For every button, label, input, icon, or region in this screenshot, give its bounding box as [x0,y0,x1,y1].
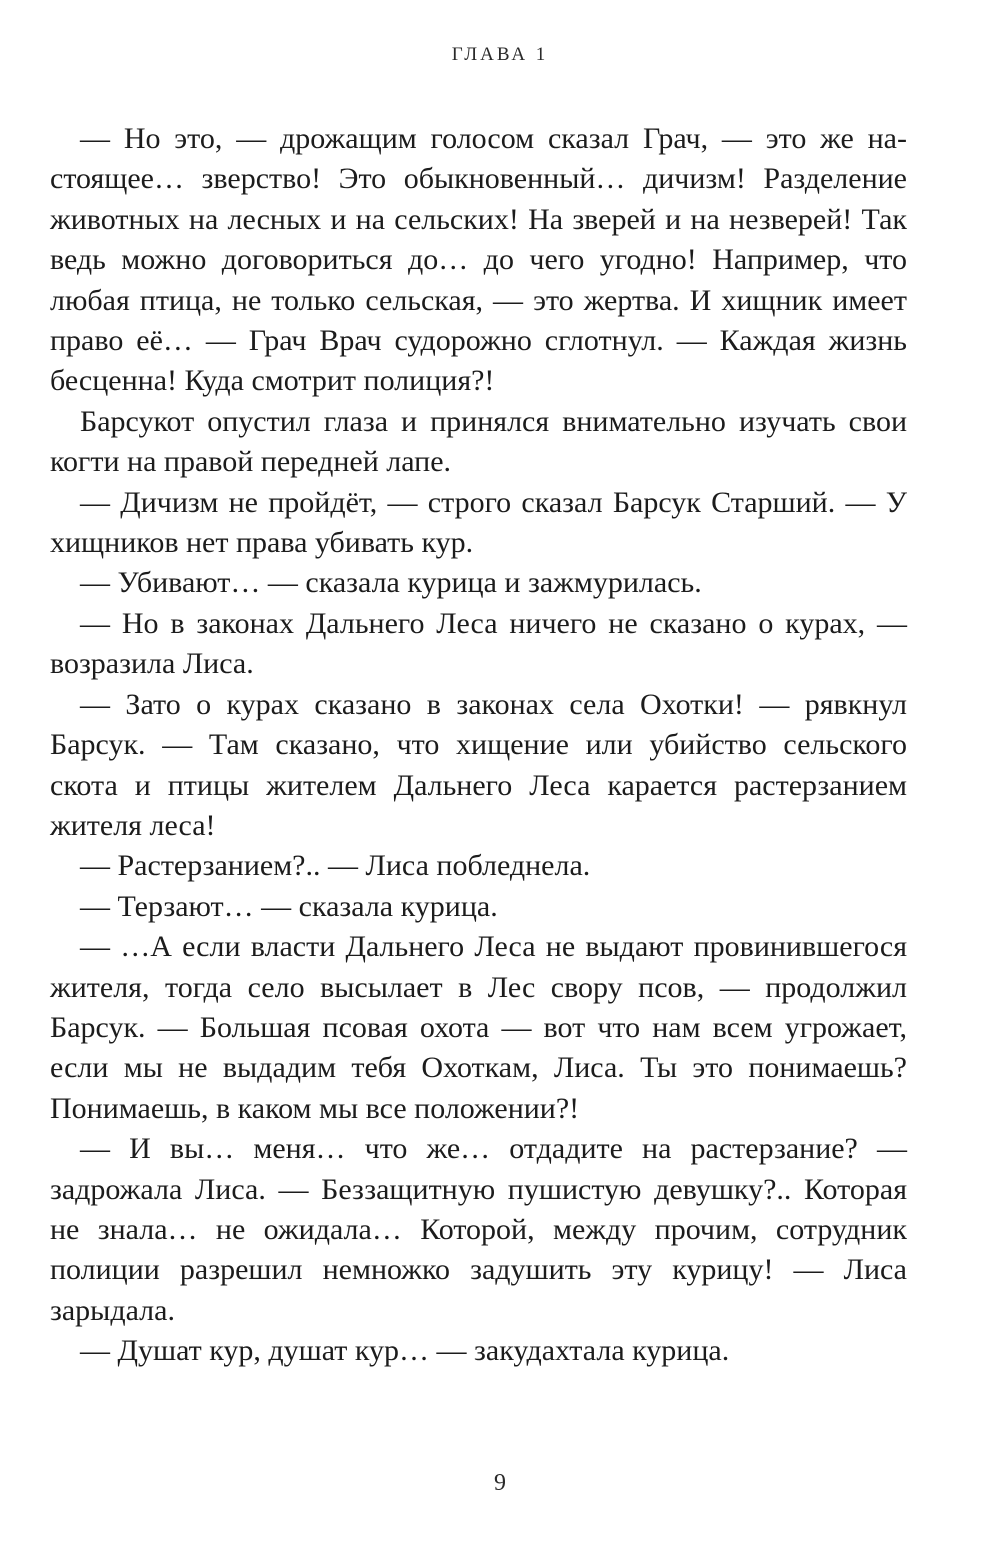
paragraph: — Зато о курах сказано в законах села Охотки! — рявкнул Барсук. — Там сказано, что хищение или убийство сельского скота и птицы жителем Дальнего Леса карается растерзанием жителя леса! [50,687,907,842]
paragraph: — Убивают… — сказала курица и зажмурилась. [80,566,702,600]
paragraph: — Растерзанием?.. — Лиса побледнела. [80,849,591,883]
paragraph: — Дичизм не пройдёт, — строго сказал Барсук Старший. — У хищников нет права убивать кур. [50,485,907,560]
paragraph: — Душат кур, душат кур… — закудахтала курица. [80,1334,730,1368]
running-head: ГЛАВА 1 [451,44,549,65]
body-text [50,119,907,1372]
paragraph: — И вы… меня… что же… отдадите на растерзание? — задрожала Лиса. — Беззащитную пушистую девушку?.. Которая не знала… не ожидала… Которой, между прочим, сотрудник полиции разрешил немножко задушить эту курицу! — Лиса зарыдала. [50,1132,907,1327]
paragraph: — …А если власти Дальнего Леса не выдают провинившегося жителя, тогда село высылает в Лес свору псов, — продолжил Барсук. — Большая псовая охота — вот что нам всем угрожает, если мы не выдадим тебя Охоткам, Лиса. Ты это понимаешь? Понимаешь, в каком мы все положении?! [50,930,907,1125]
paragraph: — Но это, — дрожащим голосом сказал Грач, — это же настоящее… зверство! Это обыкновенный… дичизм! Разделение животных на лесных и на сельских! На зверей и на незверей! Так ведь можно договориться до… до чего угодно! Например, что любая птица, не только сельская, — это жертва. И хищник имеет право её… — Грач Врач судорожно сглотнул. — Каждая жизнь бесценна! Куда смотрит полиция?! [50,122,907,398]
paragraph: — Но в законах Дальнего Леса ничего не сказано о курах, — возразила Лиса. [50,606,907,681]
page-number: 9 [494,1470,506,1496]
paragraph: Барсукот опустил глаза и принялся внимательно изучать свои когти на правой передней лапе. [50,404,907,479]
paragraph: — Терзают… — сказала курица. [80,889,498,923]
